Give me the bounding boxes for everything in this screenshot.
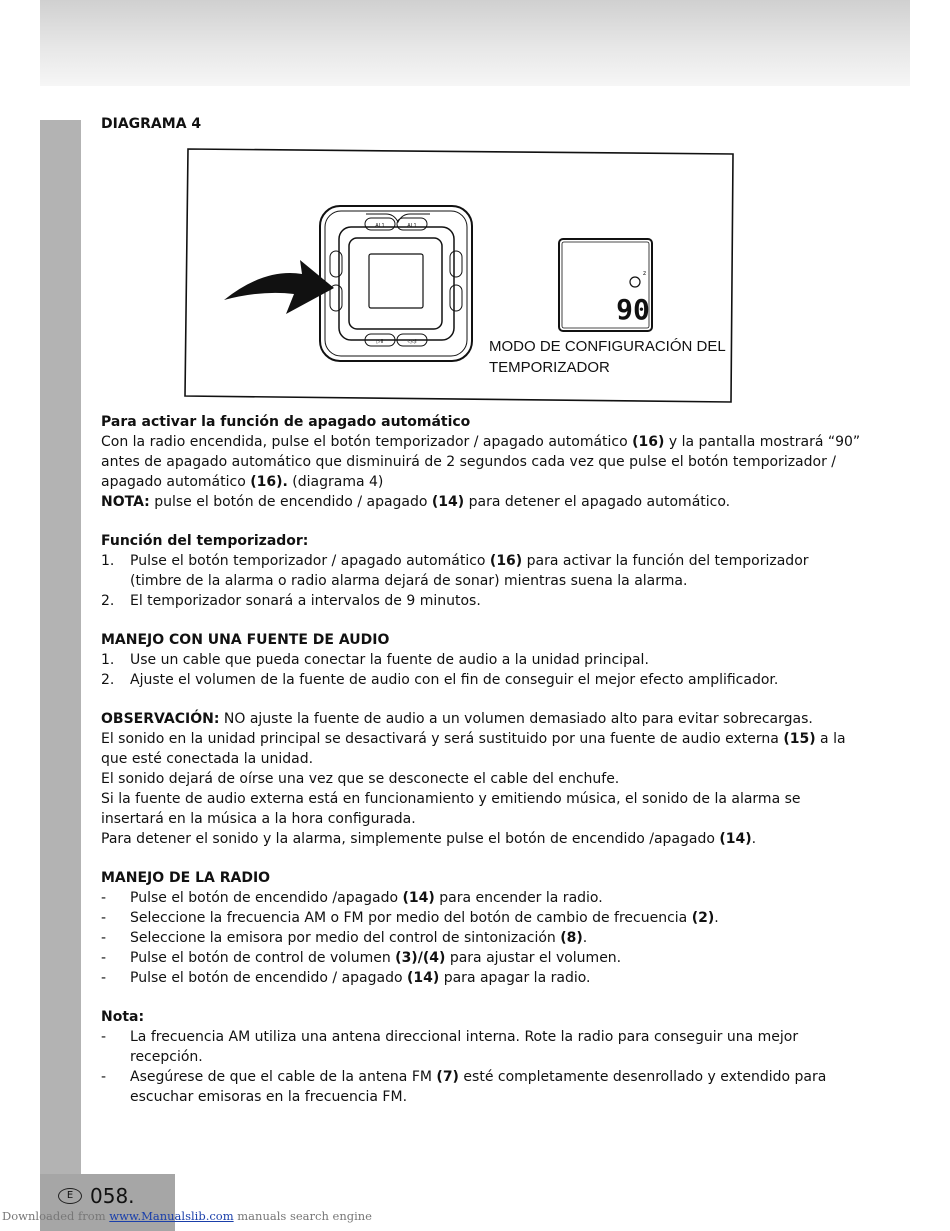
list-item: - Seleccione la frecuencia AM o FM por medio del botón de cambio de frecuencia (2). [101,910,719,926]
timer-heading: Función del temporizador: [101,533,309,549]
observation-line: OBSERVACIÓN: NO ajuste la fuente de audio a un volumen demasiado alto para evitar sobrecargas. [101,711,813,727]
diagram-caption: MODO DE CONFIGURACIÓN DEL TEMPORIZADOR [489,338,726,376]
radio-heading: MANEJO DE LA RADIO [101,870,271,886]
observation-line: Si la fuente de audio externa está en funcionamiento y emitiendo música, el sonido de la alarma se insertará en la música a la hora configurada. [101,791,801,827]
observation-line: Para detener el sonido y la alarma, simplemente pulse el botón de encendido /apagado (14). [101,831,757,847]
list-item: - Asegúrese de que el cable de la antena FM (7) esté completamente desenrollado y extendido para escuchar emisoras en la frecuencia FM. [101,1069,827,1105]
page-number [58,1184,135,1208]
list-item: 1. Use un cable que pueda conectar la fuente de audio a la unidad principal. [101,652,649,668]
header-band [40,0,910,86]
list-item: - Pulse el botón de encendido /apagado (14) para encender la radio. [101,890,603,906]
auto-off-note: NOTA: pulse el botón de encendido / apagado (14) para detener el apagado automático. [101,494,731,510]
button-label-top-left: AL1 [375,223,385,229]
list-item: 2. El temporizador sonará a intervalos de 9 minutos. [101,593,481,609]
auto-off-paragraph: Con la radio encendida, pulse el botón temporizador / apagado automático (16) y la pantalla mostrará “90” antes de apagado automático que disminuirá de 2 segundos cada vez que pulse el botón temporizador / apagado automático (16). (diagrama 4) [101,434,861,490]
page-number-text: 058. [90,1184,135,1208]
button-label-bottom-left: ▷II [376,339,384,345]
list-item: 2. Ajuste el volumen de la fuente de audio con el fin de conseguir el mejor efecto amplificador. [101,672,779,688]
side-bar [40,120,81,1231]
button-label-top-right: AL1 [407,223,417,229]
list-item: - Seleccione la emisora por medio del control de sintonización (8). [101,930,588,946]
svg-text:z: z [643,270,647,277]
diagram-title: DIAGRAMA 4 [101,116,202,132]
download-footer: Downloaded from www.Manualslib.com manuals search engine [2,1209,372,1223]
list-item: - La frecuencia AM utiliza una antena direccional interna. Rote la radio para conseguir una mejor recepción. [101,1029,799,1065]
audio-heading: MANEJO CON UNA FUENTE DE AUDIO [101,632,390,648]
lcd-display [559,239,652,331]
body-text [101,412,861,1107]
nota-heading: Nota: [101,1009,145,1025]
list-item: - Pulse el botón de encendido / apagado (14) para apagar la radio. [101,970,591,986]
list-item: - Pulse el botón de control de volumen (3)/(4) para ajustar el volumen. [101,950,622,966]
button-label-bottom-right: ◁◁I [407,339,417,345]
list-item: 1. Pulse el botón temporizador / apagado automático (16) para activar la función del temporizador (timbre de la alarma o radio alarma dejará de sonar) mientras suena la alarma. [101,553,809,589]
auto-off-heading: Para activar la función de apagado automático [101,414,471,430]
observation-line: El sonido dejará de oírse una vez que se desconecte el cable del enchufe. [101,771,620,787]
manualslib-link[interactable]: www.Manualslib.com [109,1209,234,1223]
display-digits: 90 [616,293,650,326]
language-badge: E [58,1188,82,1204]
observation-line: El sonido en la unidad principal se desactivará y será sustituido por una fuente de audio externa (15) a la que esté conectada la unidad. [101,731,846,767]
